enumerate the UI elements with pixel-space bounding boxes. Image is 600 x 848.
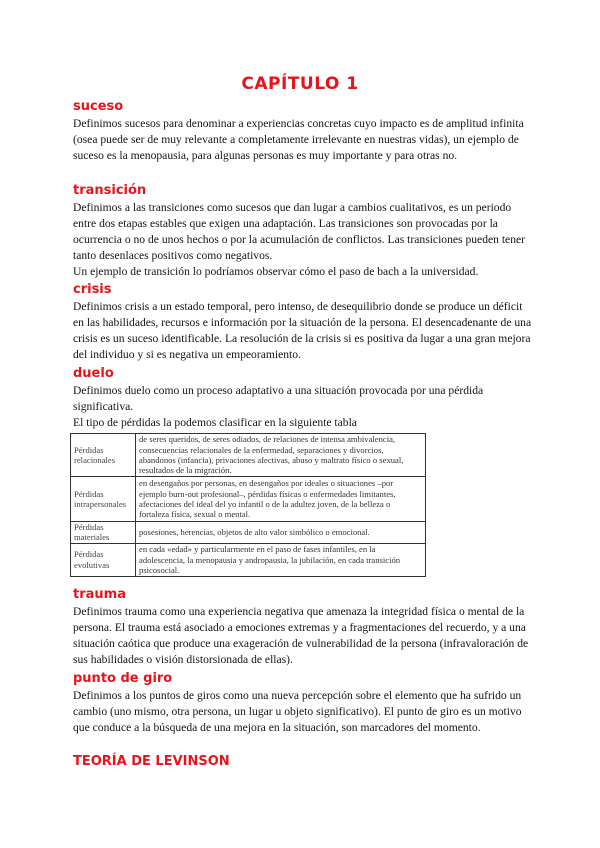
section-heading-suceso: suceso	[73, 99, 124, 114]
paragraph: Un ejemplo de transición lo podríamos observar cómo el paso de bach a la universidad.	[73, 264, 479, 278]
table-row	[71, 543, 426, 576]
section-heading-transicion: transición	[73, 183, 147, 198]
section-heading-teoria-levinson: TEORÍA DE LEVINSON	[73, 754, 230, 769]
paragraph: Definimos a las transiciones como sucesos que dan lugar a cambios cualitativos, es un periodo entre dos etapas estables que exigen una adaptación. Las transiciones son provocadas por la ocurrencia o no de unos hechos o por la acumulación de conflictos. Las transiciones pueden tener tanto desenlaces positivos como negativos.	[73, 201, 525, 262]
section-heading-duelo: duelo	[73, 366, 114, 381]
loss-description-cell: en desengaños por personas, en desengaños por ideales o situaciones –por ejemplo burn-out profesional–, pérdidas físicas o enfermedades limitantes, afectaciones del ideal del yo infantil o de la adultez joven, de la belleza o fortaleza física, sexual o mental.	[136, 477, 426, 522]
section-body-trauma	[73, 604, 533, 668]
loss-description-cell: en cada «edad» y particularmente en el paso de fases infantiles, en la adolescencia, la menopausia y andropausia, la jubilación, en cada transición psicosocial.	[136, 543, 426, 576]
loss-description-cell: posesiones, herencias, objetos de alto valor simbólico o emocional.	[136, 522, 426, 544]
table-row	[71, 477, 426, 522]
section-heading-trauma: trauma	[73, 587, 126, 602]
loss-description-cell: de seres queridos, de seres odiados, de relaciones de intensa ambivalencia, consecuencias relacionales de la enfermedad, separaciones y divorcios, abandonos (infancia), privaciones afectivas, abuso y maltrato físico o sexual, resultados de la migración.	[136, 434, 426, 477]
table-row	[71, 434, 426, 477]
loss-type-cell: Pérdidas intrapersonales	[71, 477, 136, 522]
losses-table	[70, 433, 426, 577]
paragraph: Definimos crisis a un estado temporal, pero intenso, de desequilibrio donde se produce un déficit en las habilidades, recursos e información por la situación de la persona. El desencadenante de una crisis es un suceso identificable. La resolución de la crisis si es positiva da lugar a una gran mejora del individuo y si es negativa un empeoramiento.	[73, 300, 532, 361]
section-body-suceso	[73, 116, 533, 164]
section-heading-crisis: crisis	[73, 282, 112, 297]
section-body-crisis	[73, 299, 533, 363]
paragraph: Definimos trauma como una experiencia negativa que amenaza la integridad física o mental de la persona. El trauma está asociado a emociones extremas y a fragmentaciones del recuerdo, y a una situación caótica que produce una exageración de vulnerabilidad de la persona (infravaloración de sus habilidades o visión distorsionada de ellas).	[73, 605, 529, 666]
section-body-duelo	[73, 383, 533, 431]
table-row	[71, 522, 426, 544]
paragraph: Definimos sucesos para denominar a experiencias concretas cuyo impacto es de amplitud infinita (osea puede ser de muy relevante a completamente irrelevante en nuestras vidas), un ejemplo de suceso es la menopausia, para algunas personas es muy importante y para otras no.	[73, 117, 524, 162]
section-body-transicion	[73, 200, 533, 280]
paragraph: Definimos duelo como un proceso adaptativo a una situación provocada por una pérdida significativa.	[73, 384, 484, 413]
chapter-title: CAPÍTULO 1	[241, 74, 359, 94]
section-body-punto-de-giro	[73, 688, 533, 736]
loss-type-cell: Pérdidas relacionales	[71, 434, 136, 477]
paragraph: Definimos a los puntos de giros como una nueva percepción sobre el elemento que ha sufrido un cambio (uno mismo, otra persona, un lugar u objeto significativo). El punto de giro es un motivo que conduce a la búsqueda de una mejora en la situación, son marcadores del momento.	[73, 689, 522, 734]
section-heading-punto-de-giro: punto de giro	[73, 671, 173, 686]
loss-type-cell: Pérdidas evolutivas	[71, 543, 136, 576]
paragraph: El tipo de pérdidas la podemos clasificar en la siguiente tabla	[73, 415, 357, 429]
loss-type-cell: Pérdidas materiales	[71, 522, 136, 544]
